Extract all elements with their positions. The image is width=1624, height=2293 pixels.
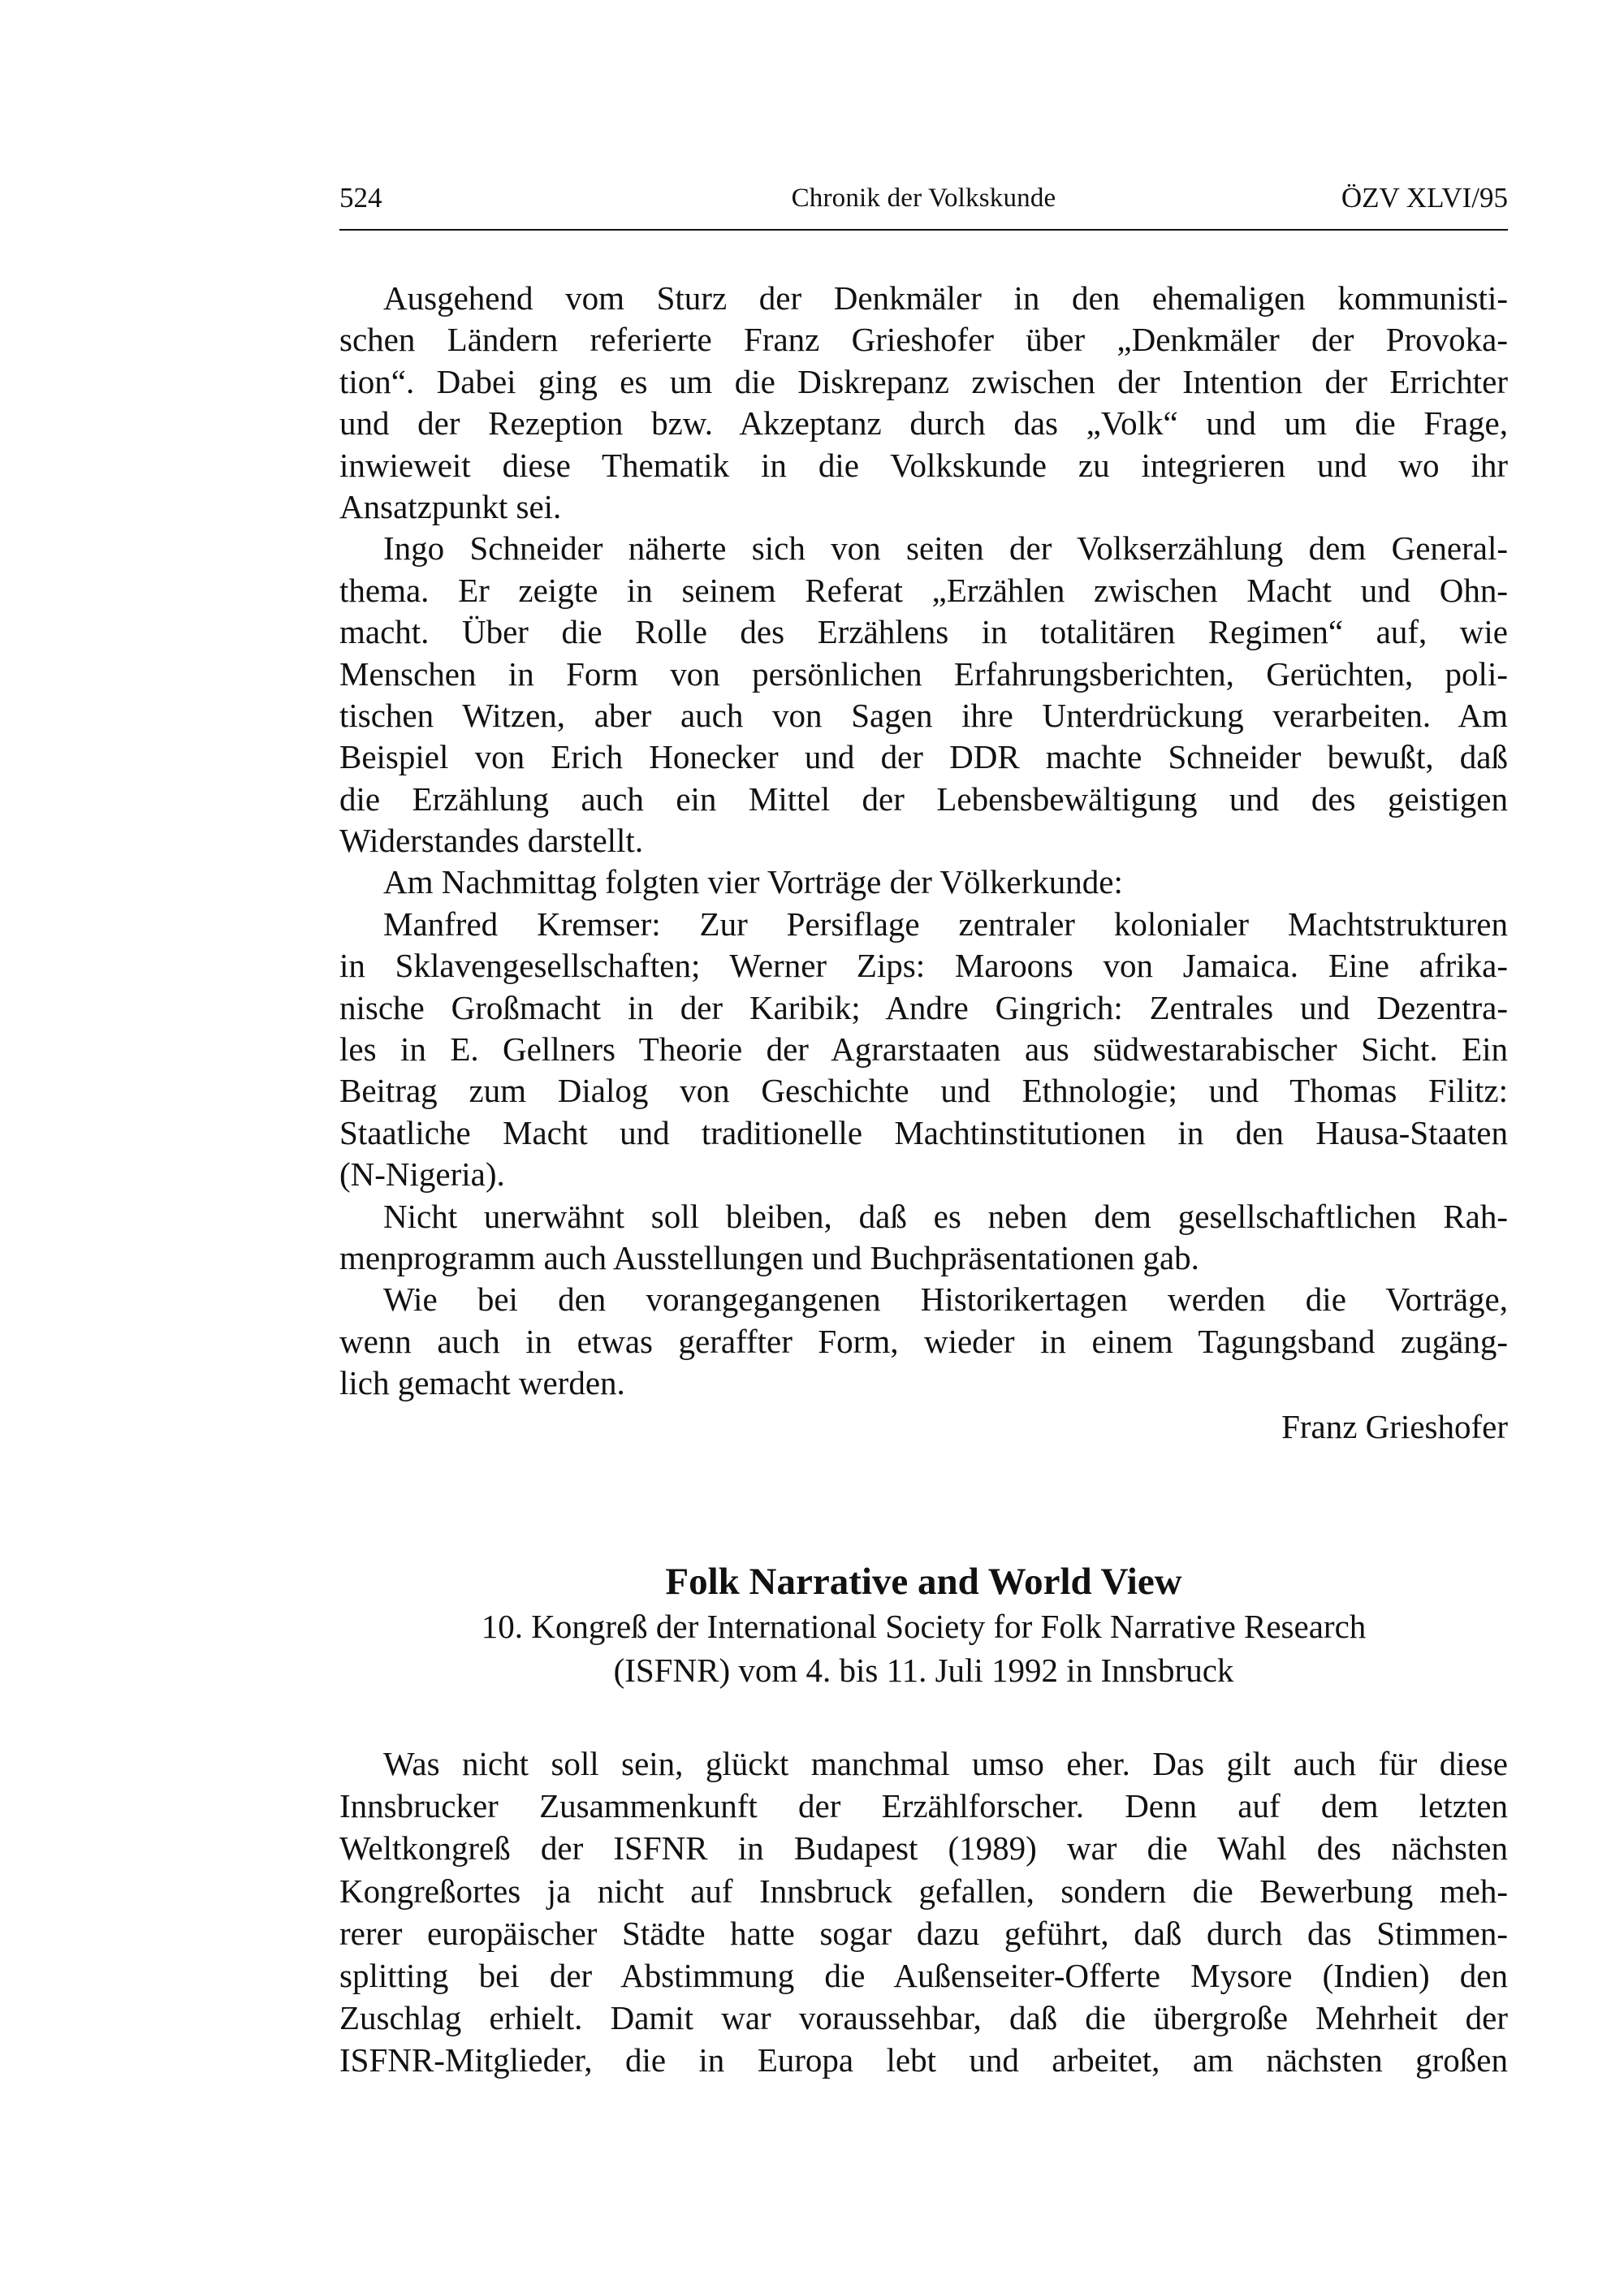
text-line: in Sklavengesellschaften; Werner Zips: Maroons von Jamaica. Eine afrika-	[339, 947, 1508, 985]
text-line: und der Rezeption bzw. Akzeptanz durch das „Volk“ und um die Frage,	[339, 404, 1508, 443]
text-line: nische Großmacht in der Karibik; Andre Gingrich: Zentrales und Dezentra-	[339, 988, 1508, 1026]
text-line: (N-Nigeria).	[339, 1155, 505, 1194]
article2-body	[339, 1742, 1508, 2082]
text-line: Menschen in Form von persönlichen Erfahrungsberichten, Gerüchten, poli-	[339, 654, 1508, 693]
text-line: tischen Witzen, aber auch von Sagen ihre Unterdrückung verarbeiten. Am	[339, 696, 1508, 734]
text-line: Innsbrucker Zusammenkunft der Erzählforscher. Denn auf dem letzten	[339, 1787, 1508, 1825]
text-line: macht. Über die Rolle des Erzählens in totalitären Regimen“ auf, wie	[339, 613, 1508, 651]
text-line: lich gemacht werden.	[339, 1364, 625, 1402]
text-line: thema. Er zeigte in seinem Referat „Erzählen zwischen Macht und Ohn-	[339, 571, 1508, 609]
paragraph	[339, 904, 1508, 1196]
text-line: Was nicht soll sein, glückt manchmal umso eher. Das gilt auch für diese	[383, 1745, 1508, 1782]
article-subtitle-line: 10. Kongreß der International Society for Folk Narrative Research	[481, 1608, 1367, 1645]
text-line: rerer europäischer Städte hatte sogar dazu geführt, daß durch das Stimmen-	[339, 1914, 1508, 1952]
article1-body	[339, 278, 1508, 1405]
article2-heading	[339, 1559, 1508, 1692]
text-line: Wie bei den vorangegangenen Historikertagen werden die Vorträge,	[383, 1280, 1508, 1319]
text-line: inwieweit diese Thematik in die Volkskunde zu integrieren und wo ihr	[339, 446, 1508, 484]
text-line: splitting bei der Abstimmung die Außenseiter-Offerte Mysore (Indien) den	[339, 1956, 1508, 1994]
article-title: Folk Narrative and World View	[665, 1561, 1182, 1603]
text-line: Staatliche Macht und traditionelle Machtinstitutionen in den Hausa-Staaten	[339, 1113, 1508, 1151]
paragraph	[339, 1279, 1508, 1404]
paragraph	[339, 528, 1508, 861]
text-line: Widerstandes darstellt.	[339, 822, 644, 860]
text-line: Ingo Schneider näherte sich von seiten der Volkserzählung dem General-	[383, 529, 1508, 568]
author-signature: Franz Grieshofer	[1281, 1408, 1508, 1445]
text-line: tion“. Dabei ging es um die Diskrepanz zwischen der Intention der Errichter	[339, 362, 1508, 400]
text-line: Weltkongreß der ISFNR in Budapest (1989) war die Wahl des nächsten	[339, 1829, 1508, 1868]
text-line: schen Ländern referierte Franz Grieshofer über „Denkmäler der Provoka-	[339, 321, 1508, 359]
text-line: Ausgehend vom Sturz der Denkmäler in den ehemaligen kommunisti-	[383, 279, 1508, 317]
text-line: les in E. Gellners Theorie der Agrarstaaten aus südwestarabischer Sicht. Ein	[339, 1030, 1508, 1069]
text-line: ISFNR-Mitglieder, die in Europa lebt und arbeitet, am nächsten großen	[339, 2041, 1508, 2079]
text-line: Manfred Kremser: Zur Persiflage zentraler kolonialer Machtstrukturen	[383, 905, 1508, 943]
paragraph	[339, 1742, 1508, 2082]
section-title: Chronik der Volkskunde	[791, 184, 1056, 213]
text-line: Ansatzpunkt sei.	[339, 487, 562, 525]
running-header	[339, 180, 1508, 216]
paragraph	[339, 1196, 1508, 1280]
text-line: Zuschlag erhielt. Damit war voraussehbar, daß die übergroße Mehrheit der	[339, 1999, 1508, 2037]
text-line: menprogramm auch Ausstellungen und Buchpräsentationen gab.	[339, 1238, 1199, 1276]
text-line: die Erzählung auch ein Mittel der Lebensbewältigung und des geistigen	[339, 779, 1508, 818]
text-line: Beitrag zum Dialog von Geschichte und Ethnologie; und Thomas Filitz:	[339, 1072, 1508, 1110]
paragraph	[339, 278, 1508, 528]
article-subtitle-line: (ISFNR) vom 4. bis 11. Juli 1992 in Innsbruck	[613, 1652, 1234, 1689]
text-line: wenn auch in etwas geraffter Form, wieder in einem Tagungsband zugäng-	[339, 1322, 1508, 1360]
text-line: Kongreßortes ja nicht auf Innsbruck gefallen, sondern die Bewerbung meh-	[339, 1872, 1508, 1910]
journal-volume: ÖZV XLVI/95	[1341, 182, 1508, 214]
page-number: 524	[339, 182, 382, 214]
paragraph	[339, 861, 1508, 903]
text-line: Beispiel von Erich Honecker und der DDR machte Schneider bewußt, daß	[339, 738, 1508, 776]
header-rule	[339, 229, 1508, 231]
text-line: Nicht unerwähnt soll bleiben, daß es neben dem gesellschaftlichen Rah-	[383, 1197, 1508, 1235]
text-line: Am Nachmittag folgten vier Vorträge der Völkerkunde:	[383, 863, 1123, 901]
